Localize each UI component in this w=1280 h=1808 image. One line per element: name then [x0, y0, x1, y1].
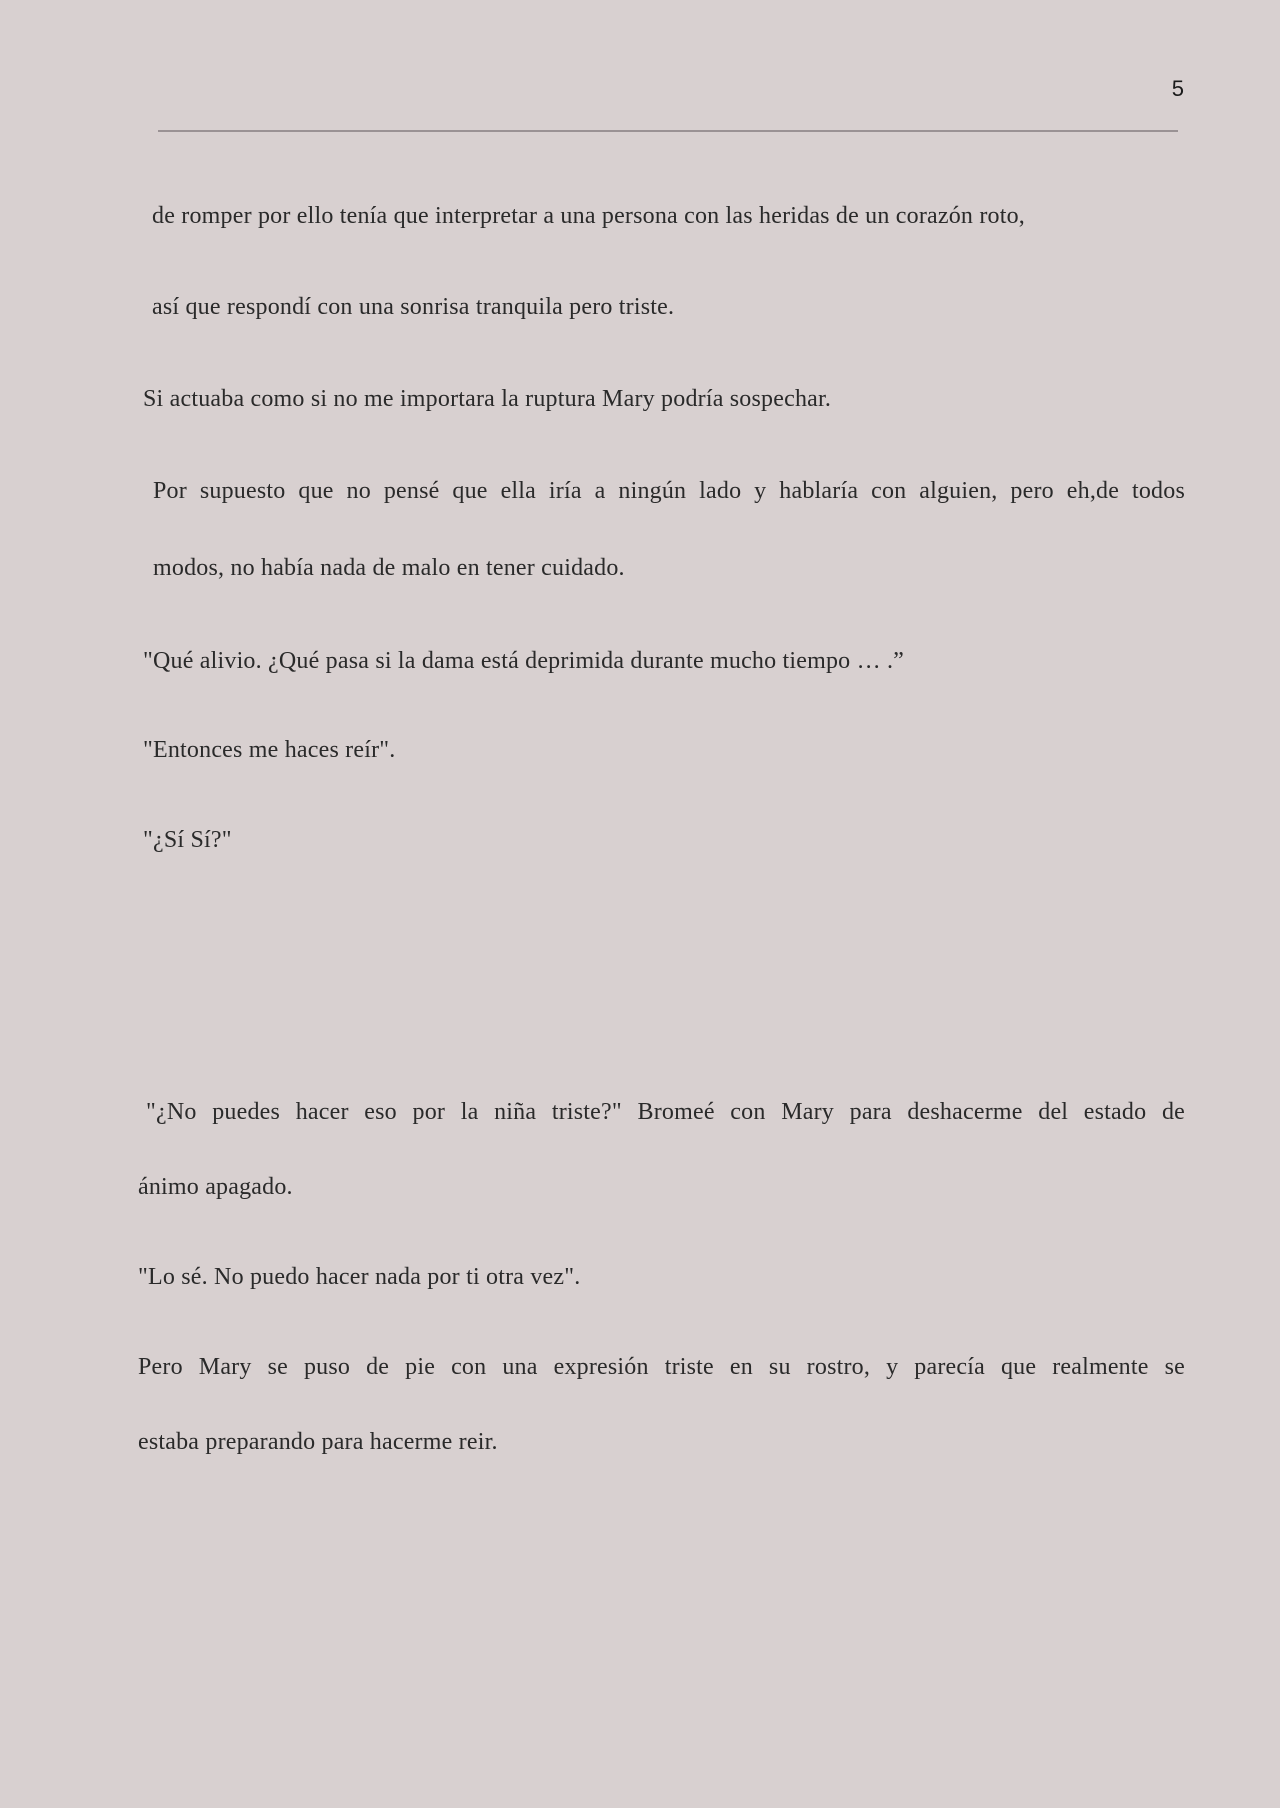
body-line: "Lo sé. No puedo hacer nada por ti otra vez". — [138, 1264, 581, 1290]
body-line: "¿Sí Sí?" — [143, 827, 232, 853]
body-line: estaba preparando para hacerme reir. — [138, 1429, 498, 1455]
body-line: Por supuesto que no pensé que ella iría a ningún lado y hablaría con alguien, pero eh,de todos — [153, 478, 1185, 504]
body-line: Si actuaba como si no me importara la ruptura Mary podría sospechar. — [143, 386, 832, 412]
body-line: modos, no había nada de malo en tener cuidado. — [153, 555, 625, 581]
body-line: "Entonces me haces reír". — [143, 737, 396, 763]
page-number: 5 — [1171, 76, 1184, 101]
body-line: ánimo apagado. — [138, 1174, 293, 1200]
body-line: Pero Mary se puso de pie con una expresión triste en su rostro, y parecía que realmente se — [138, 1354, 1185, 1380]
body-line: de romper por ello tenía que interpretar a una persona con las heridas de un corazón roto, — [152, 203, 1025, 229]
body-line: así que respondí con una sonrisa tranquila pero triste. — [152, 294, 675, 320]
header-rule — [158, 130, 1178, 132]
body-line: "¿No puedes hacer eso por la niña triste?" Bromeé con Mary para deshacerme del estado de — [146, 1099, 1185, 1125]
body-line: "Qué alivio. ¿Qué pasa si la dama está deprimida durante mucho tiempo … .” — [143, 648, 905, 674]
